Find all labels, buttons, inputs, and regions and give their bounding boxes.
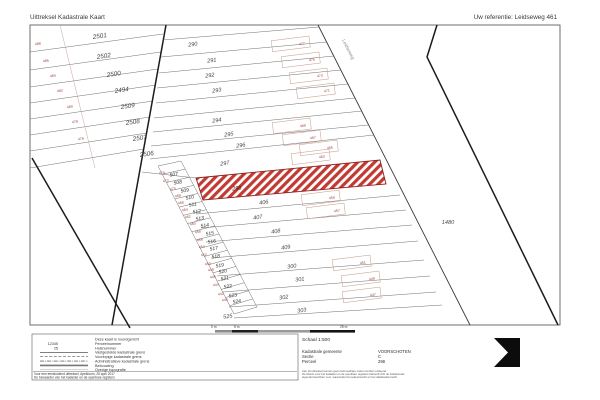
parcel-label: 302 <box>278 294 289 302</box>
legend-label: Perceelnummer <box>95 342 122 346</box>
parcel-label: 1480 <box>441 220 455 226</box>
house-number-label: 488 <box>34 41 42 47</box>
parcel-label: 510 <box>185 194 195 202</box>
legend-footer: De bewaarder van het kadaster en de openbare registers <box>34 375 115 380</box>
parcel-label: 2500 <box>106 70 122 79</box>
parcel-label: 524 <box>232 298 242 306</box>
highlighted-parcel-label: 298 <box>231 185 242 193</box>
reference-text: Uw referentie: Leidseweg 461 <box>473 14 557 21</box>
house-number-label: 460 <box>189 221 197 227</box>
house-number-label: 452 <box>200 252 208 258</box>
parcel-label: 521 <box>220 275 230 283</box>
parcel-label: 301 <box>294 276 305 284</box>
house-number-label: 444 <box>212 282 220 288</box>
legend-symbol: 25 <box>53 346 58 351</box>
document-title: Uittreksel Kadastrale Kaart <box>30 14 105 21</box>
parcel-label: 408 <box>270 228 281 236</box>
parcel-label: 300 <box>286 263 297 271</box>
parcel-label: 2508 <box>125 118 141 127</box>
info-label: Kadastrale gemeente <box>302 349 342 354</box>
house-number-label: 459 <box>328 195 336 201</box>
parcel-label: 512 <box>192 208 202 216</box>
parcel-label: 303 <box>296 307 307 315</box>
house-number-label: 450 <box>204 261 212 267</box>
parcel-label: 293 <box>211 87 222 95</box>
house-number-label: 465 <box>326 145 334 151</box>
house-number-label: 473 <box>316 73 324 79</box>
scale-bar <box>211 325 355 333</box>
scalebar-label: 0 m <box>211 325 217 329</box>
legend-label: Overige topografie <box>95 368 126 373</box>
house-number-label: 467 <box>309 135 317 141</box>
info-label: Perceel <box>302 359 317 364</box>
parcel-label: 509 <box>180 187 190 195</box>
parcel-label: 520 <box>218 268 228 276</box>
legend-label: Huisnummer <box>95 346 117 351</box>
parcel-label: 515 <box>205 230 215 238</box>
parcel-label: 516 <box>207 238 217 246</box>
parcel-label: 517 <box>209 245 219 253</box>
legend-label: Bebouwing <box>95 363 114 368</box>
house-number-label: 448 <box>207 267 215 273</box>
parcel-label: 511 <box>188 201 198 209</box>
parcel-label: 296 <box>235 142 246 150</box>
house-number-label: 457 <box>333 208 341 214</box>
house-number-label: 470 <box>169 186 177 192</box>
parcel-label: 507 <box>169 171 179 179</box>
parcel-label: 519 <box>215 262 225 270</box>
info-value: VOORSCHOTEN <box>378 349 411 354</box>
house-number-label: 447 <box>369 292 377 298</box>
legend-label: Administratieve kadastrale grens <box>95 359 150 364</box>
house-number-label: 482 <box>56 88 64 94</box>
house-number-label: 476 <box>77 136 85 142</box>
parcel-label: 297 <box>219 160 230 168</box>
house-number-label: 486 <box>42 58 50 64</box>
house-number-label: 449 <box>368 276 376 282</box>
parcel-label: 291 <box>206 57 217 65</box>
parcel-label: 290 <box>187 41 198 49</box>
house-number-label: 471 <box>323 88 331 94</box>
house-number-label: 474 <box>158 170 166 176</box>
parcel-label: 525 <box>222 313 233 321</box>
parcel-label: 409 <box>280 244 291 252</box>
kadaster-logo-icon <box>494 338 520 367</box>
legend-footer: Voor een eensluidend uittreksel, Apeldoorn, 25 april 2017 <box>34 372 115 376</box>
disclaimer-text: eigendomsrechten voor, waaronder het auteursrecht en het databankenrecht. <box>302 375 398 379</box>
scalebar-label: 5 m <box>234 325 240 329</box>
house-number-label: 468 <box>174 193 182 199</box>
house-number-label: 442 <box>217 291 225 297</box>
scalebar-label: 25 m <box>340 325 348 329</box>
house-number-label: 458 <box>194 229 202 235</box>
house-number-label: 478 <box>71 119 79 125</box>
parcel-label: 2502 <box>96 52 112 61</box>
parcel-label: 508 <box>173 179 183 187</box>
parcel-label: 2509 <box>120 102 136 111</box>
parcel-label: 523 <box>228 292 238 300</box>
info-value: C <box>378 354 382 359</box>
parcel-label: 407 <box>252 214 263 222</box>
scale-text: Schaal 1:500 <box>302 338 331 343</box>
house-number-label: 456 <box>196 237 204 243</box>
parcel-label: 518 <box>211 253 221 261</box>
house-number-label: 472 <box>162 178 170 184</box>
info-block <box>302 337 411 379</box>
legend-north-note: Deze kaart is noordgericht <box>95 337 139 342</box>
house-number-label: 480 <box>66 104 74 110</box>
house-number-label: 466 <box>177 200 185 206</box>
house-number-label: 440 <box>221 297 229 303</box>
parcel-label: 514 <box>200 222 210 230</box>
house-number-label: 451 <box>359 260 367 266</box>
house-number-label: 446 <box>209 274 217 280</box>
house-number-label: 484 <box>49 73 57 79</box>
info-label: Sectie <box>302 354 314 359</box>
disclaimer-text: De Dienst voor het kadaster en de openbare registers behoudt zich de intellectuele <box>302 371 405 376</box>
parcel-label: 513 <box>195 215 205 223</box>
parcel-label: 522 <box>223 283 233 291</box>
info-value: 298 <box>378 359 385 364</box>
parcel-label: 2501 <box>92 32 108 41</box>
parcel-label: 295 <box>223 131 234 139</box>
house-number-label: 464 <box>181 207 189 213</box>
road-name-label: Leidseweg <box>341 38 356 61</box>
house-number-label: 454 <box>198 244 206 250</box>
house-number-label: 477 <box>298 41 306 47</box>
legend-label: Voorlopige kadastrale grens <box>95 355 142 360</box>
house-number-label: 462 <box>184 214 192 220</box>
parcel-label: 406 <box>258 199 269 207</box>
parcel-label: 2506 <box>139 150 155 159</box>
house-number-label: 475 <box>308 57 316 63</box>
legend-label: Vastgestelde kadastrale grens <box>95 350 146 355</box>
legend-symbol: 12345 <box>47 342 58 346</box>
parcel-label: 2494 <box>114 86 130 95</box>
parcel-label: 292 <box>204 72 215 80</box>
parcel-label: 294 <box>211 117 222 125</box>
house-number-label: 469 <box>299 123 307 129</box>
disclaimer-text: Aan dit uittreksel kunnen geen betrouwbare maten worden ontleend. <box>302 368 387 373</box>
house-number-label: 463 <box>318 154 326 160</box>
parcel-label: 2507 <box>132 134 148 143</box>
